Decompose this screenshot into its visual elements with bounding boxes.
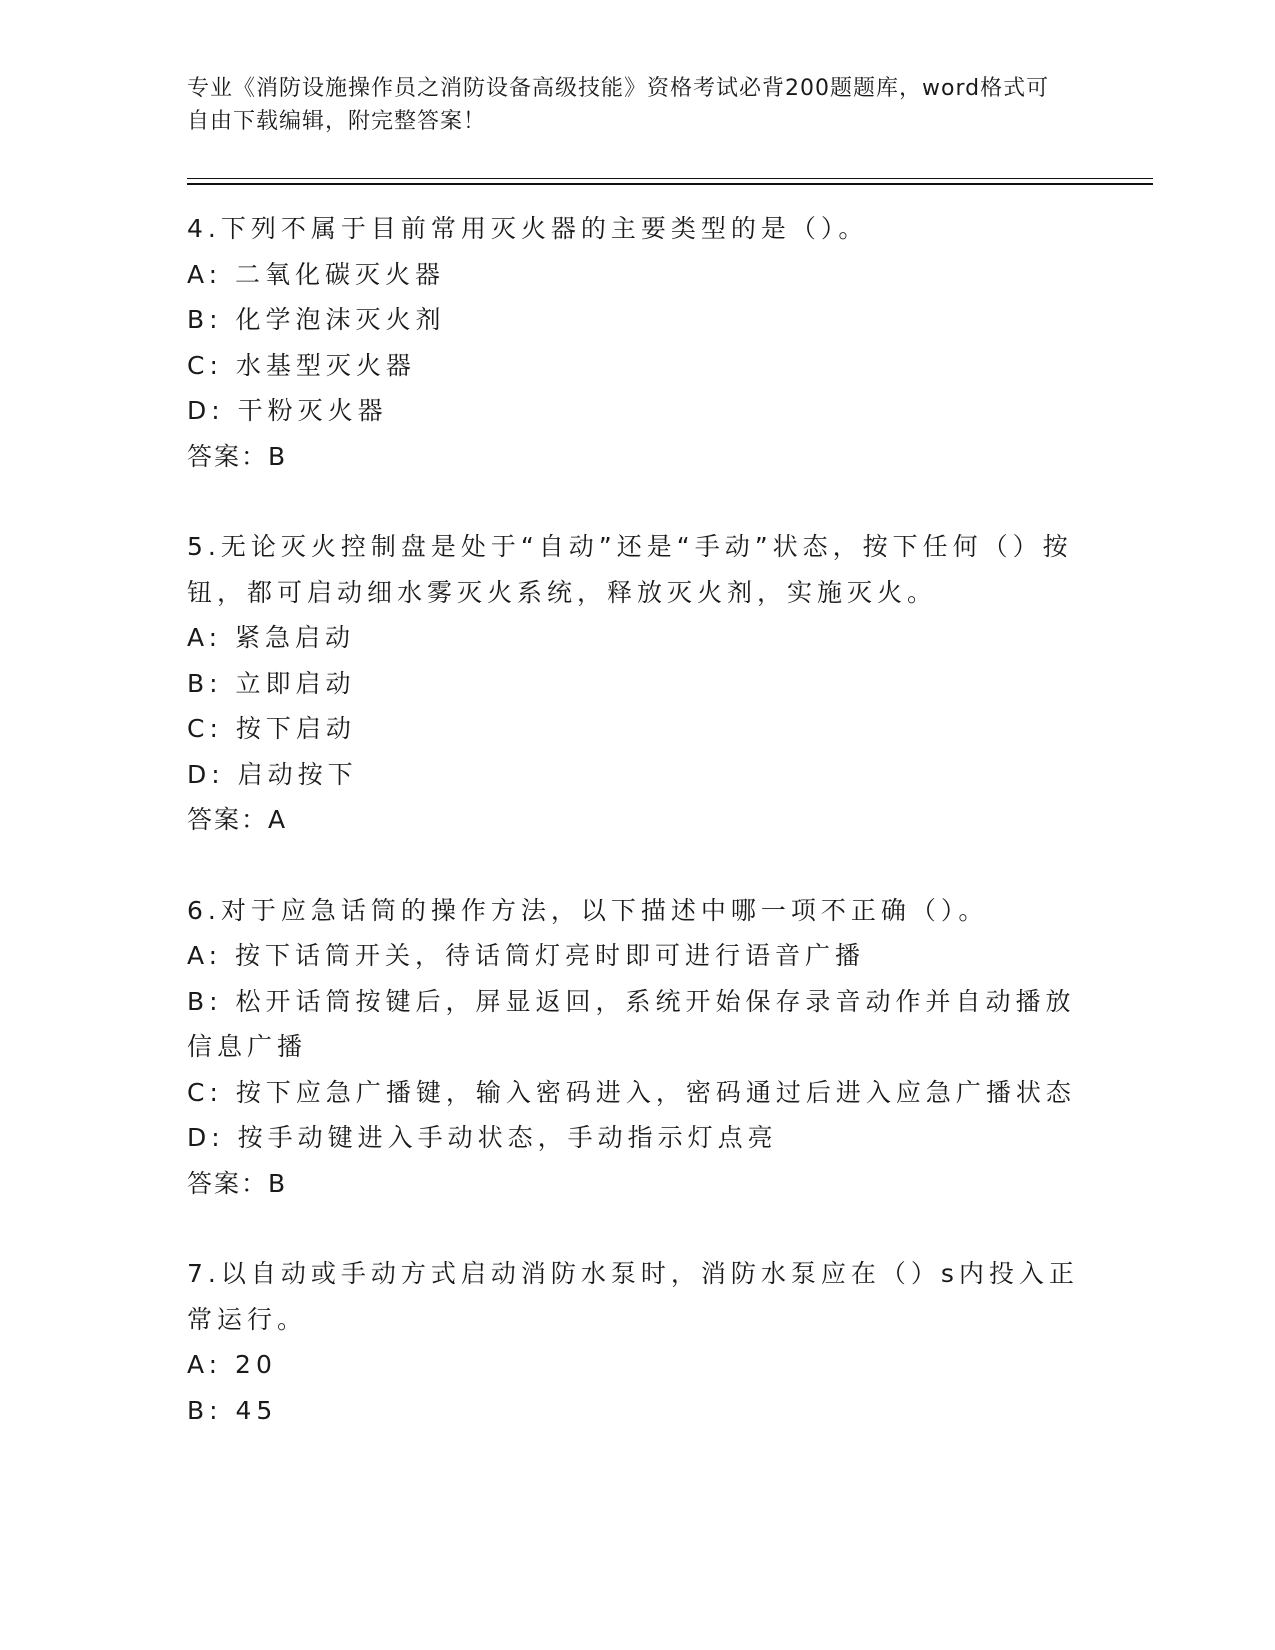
- question-5: [187, 524, 1087, 843]
- answer-label: 答案：: [187, 441, 269, 471]
- option-c: C: 水基型灭火器: [187, 350, 416, 380]
- question-4: [187, 206, 1087, 479]
- header-divider-thick: [187, 183, 1153, 185]
- answer-label: 答案：: [187, 805, 269, 834]
- question-stem: 5.无论灭火控制盘是处于“自动”还是“手动”状态，按下任何（）按钮，都可启动细水雾灭火系统，释放灭火剂，实施灭火。: [187, 532, 1073, 607]
- question-stem: 7.以自动或手动方式启动消防水泵时，消防水泵应在（）s内投入正常运行。: [187, 1259, 1079, 1334]
- option-a: A: 20: [187, 1350, 277, 1379]
- question-list: [187, 206, 1087, 1433]
- answer-value: B: [268, 441, 286, 471]
- option-c: C: 按下启动: [187, 714, 356, 743]
- answer-label: 答案：: [187, 1168, 269, 1198]
- question-7: [187, 1251, 1087, 1433]
- question-stem: 6.对于应急话筒的操作方法，以下描述中哪一项不正确（）。: [187, 895, 989, 925]
- answer-value: B: [268, 1168, 286, 1198]
- option-b: B: 45: [187, 1395, 278, 1425]
- option-d: D: 按手动键进入手动状态，手动指示灯点亮: [187, 1123, 778, 1152]
- question-6: [187, 888, 1087, 1207]
- option-b: B: 松开话筒按键后，屏显返回，系统开始保存录音动作并自动播放信息广播: [187, 986, 1076, 1061]
- option-d: D: 启动按下: [187, 759, 358, 789]
- question-stem: 4.下列不属于目前常用灭火器的主要类型的是（）。: [187, 214, 869, 243]
- answer-line: [187, 434, 1087, 480]
- option-d: D: 干粉灭火器: [187, 396, 388, 425]
- answer-line: [187, 1161, 1087, 1207]
- answer-line: [187, 797, 1087, 843]
- option-c: C: 按下应急广播键，输入密码进入，密码通过后进入应急广播状态: [187, 1077, 1076, 1107]
- option-a: A: 二氧化碳灭火器: [187, 259, 446, 289]
- option-b: B: 立即启动: [187, 668, 356, 698]
- document-header: 专业《消防设施操作员之消防设备高级技能》资格考试必背200题题库，word格式可自由下载编辑，附完整答案！: [187, 76, 1050, 134]
- option-b: B: 化学泡沫灭火剂: [187, 305, 446, 334]
- header-divider-thin: [187, 178, 1153, 179]
- option-a: A: 按下话筒开关，待话筒灯亮时即可进行语音广播: [187, 941, 866, 970]
- answer-value: A: [268, 805, 286, 834]
- option-a: A: 紧急启动: [187, 623, 356, 652]
